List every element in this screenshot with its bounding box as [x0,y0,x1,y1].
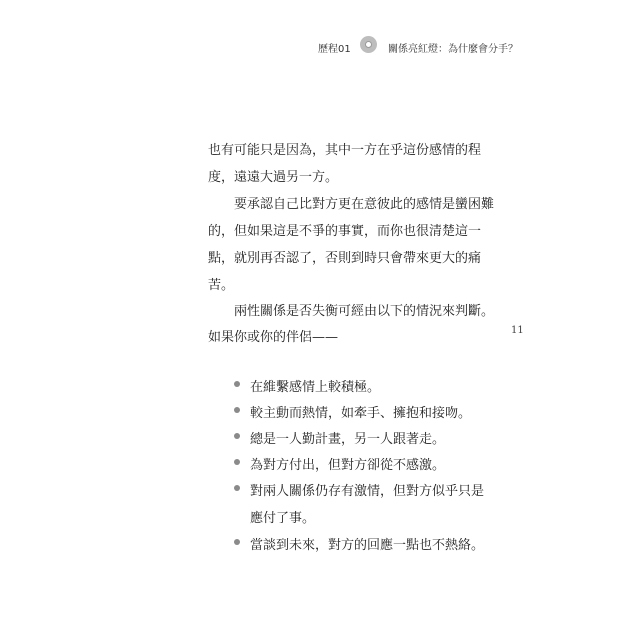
list-item-line: 對兩人關係仍存有激情，但對方似乎只是 [250,484,485,499]
list-item-line: 當談到未來，對方的回應一點也不熱絡。 [250,538,485,553]
list-item-line: 為對方付出，但對方卻從不感激。 [250,458,446,473]
list-item-line: 在維繫感情上較積極。 [250,380,381,395]
disc-icon [360,36,377,53]
paragraph-2-line-3: 點，就別再否認了，否則到時只會帶來更大的痛 [208,251,482,266]
paragraph-1-line-2: 度，遠遠大過另一方。 [208,170,339,185]
bullet-icon [234,381,240,387]
page-number: 11 [511,325,524,336]
paragraph-2-line-2: 的，但如果這是不爭的事實，而你也很清楚這一 [208,224,482,239]
running-header [318,36,618,58]
paragraph-2-line-4: 苦。 [208,278,235,293]
paragraph-2-line-1: 要承認自己比對方更在意彼此的感情是蠻困難 [234,197,495,212]
bullet-icon [234,539,240,545]
list-item-line: 應付了事。 [250,511,316,526]
list-item-line: 較主動而熱情，如牽手、擁抱和接吻。 [250,406,472,421]
bullet-icon [234,485,240,491]
bullet-icon [234,433,240,439]
chapter-label: 歷程01 [318,44,351,55]
chapter-title: 關係亮紅燈：為什麼會分手？ [388,44,518,55]
paragraph-3-line-2: 如果你或你的伴侶—— [208,330,339,345]
bullet-icon [234,459,240,465]
bullet-icon [234,407,240,413]
paragraph-1-line-1: 也有可能只是因為，其中一方在乎這份感情的程 [208,143,482,158]
paragraph-3-line-1: 兩性關係是否失衡可經由以下的情況來判斷。 [234,304,495,319]
list-item-line: 總是一人勤計畫，另一人跟著走。 [250,432,446,447]
